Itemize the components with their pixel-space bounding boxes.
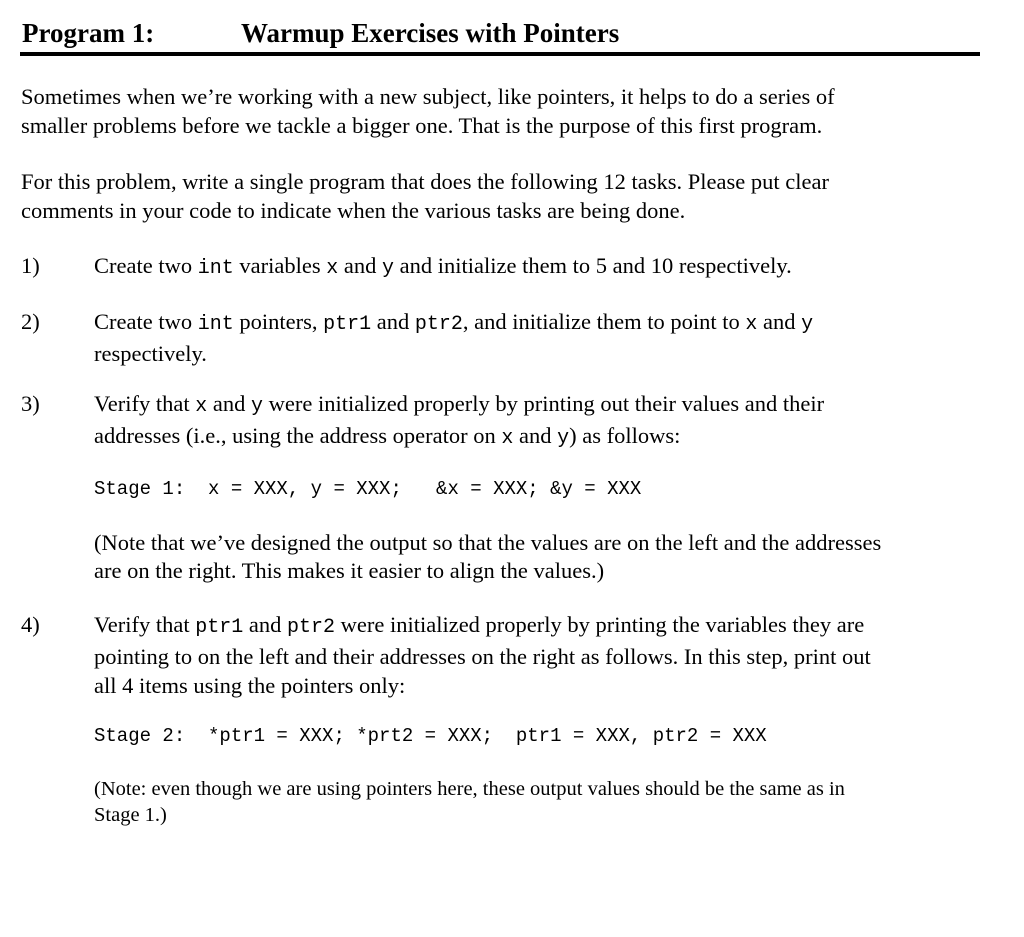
intro-p2-line2: comments in your code to indicate when the various tasks are being done. — [21, 198, 686, 223]
task-text-segment: were initialized properly by printing out their values and their — [263, 391, 825, 416]
intro-paragraph-2 — [21, 167, 981, 225]
code-token: int — [197, 313, 234, 336]
task-4-note — [94, 776, 974, 828]
task-text — [94, 307, 974, 368]
task-text-segment: Verify that — [94, 391, 196, 416]
task-number: 1) — [21, 253, 40, 278]
code-token: ptr2 — [414, 313, 463, 336]
task-text-segment: all 4 items using the pointers only: — [94, 673, 406, 698]
code-token: int — [197, 257, 234, 280]
task-text-segment: pointers, — [233, 309, 324, 334]
task-text — [94, 610, 974, 700]
intro-p1-line1: Sometimes when we’re working with a new subject, like pointers, it helps to do a series of — [21, 84, 835, 109]
task-text-segment: and — [338, 253, 382, 278]
task-text-segment: and — [207, 391, 251, 416]
task-text-segment: pointing to on the left and their addresses on the right as follows. In this step, print out — [94, 644, 871, 669]
program-label: Program 1: — [22, 18, 155, 48]
code-token: x — [326, 257, 339, 280]
note-line: (Note that we’ve designed the output so that the values are on the left and the addresses — [94, 530, 882, 555]
task-number: 3) — [21, 391, 40, 416]
task-text-segment: Create two — [94, 253, 198, 278]
task-text-segment: , and initialize them to point to — [462, 309, 746, 334]
task-text-segment: ) as follows: — [569, 423, 681, 448]
stage-1-output: Stage 1: x = XXX, y = XXX; &x = XXX; &y = XXX — [94, 478, 642, 500]
task-text-segment: and initialize them to 5 and 10 respectively. — [393, 253, 792, 278]
task-text-segment: and — [757, 309, 802, 334]
page-title: Warmup Exercises with Pointers — [241, 18, 620, 48]
intro-p1-line2: smaller problems before we tackle a bigger one. That is the purpose of this first program. — [21, 113, 823, 138]
code-token: y — [381, 257, 394, 280]
task-text-segment: and — [243, 612, 287, 637]
note-line: are on the right. This makes it easier to align the values.) — [94, 558, 605, 583]
note-line: (Note: even though we are using pointers here, these output values should be the same as in — [94, 778, 845, 800]
code-token: ptr1 — [323, 313, 372, 336]
code-token: ptr2 — [286, 616, 335, 639]
code-token: y — [801, 313, 814, 336]
code-token: x — [745, 313, 758, 336]
header-bar — [20, 16, 980, 56]
code-token: y — [250, 395, 263, 418]
code-token: ptr1 — [195, 616, 244, 639]
stage-2-output: Stage 2: *ptr1 = XXX; *prt2 = XXX; ptr1 = XXX, ptr2 = XXX — [94, 725, 767, 747]
code-token: y — [557, 427, 570, 450]
code-token: x — [195, 395, 208, 418]
task-number: 2) — [21, 309, 40, 334]
intro-paragraph-1 — [21, 82, 981, 140]
task-text — [94, 251, 974, 283]
task-3-note — [94, 529, 974, 585]
task-number: 4) — [21, 612, 40, 637]
task-text-segment: and — [513, 423, 558, 448]
task-text-segment: respectively. — [94, 341, 207, 366]
note-line: Stage 1.) — [94, 804, 167, 826]
task-text — [94, 389, 974, 453]
task-text-segment: and — [371, 309, 415, 334]
intro-p2-line1: For this problem, write a single program that does the following 12 tasks. Please put clear — [21, 169, 829, 194]
task-text-segment: were initialized properly by printing the variables they are — [335, 612, 865, 637]
task-text-segment: variables — [233, 253, 327, 278]
task-text-segment: Create two — [94, 309, 198, 334]
task-text-segment: Verify that — [94, 612, 196, 637]
task-text-segment: addresses (i.e., using the address operator on — [94, 423, 502, 448]
code-token: x — [501, 427, 514, 450]
